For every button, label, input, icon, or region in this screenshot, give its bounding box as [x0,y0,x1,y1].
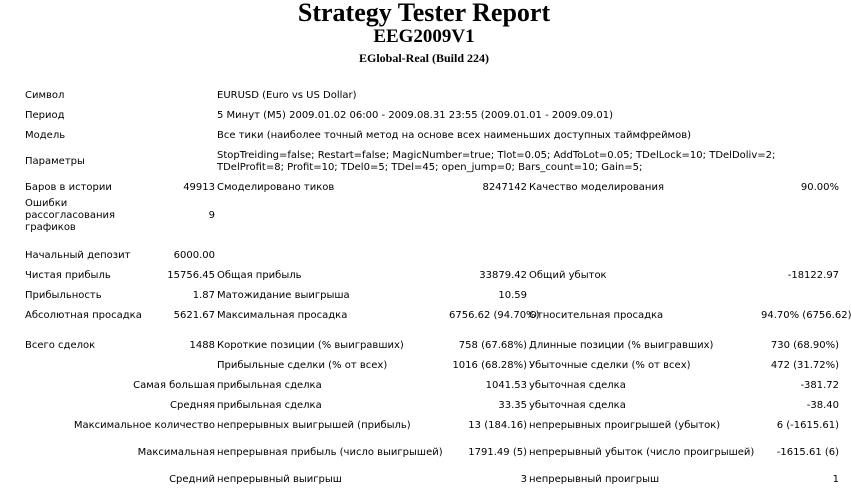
profit-factor-value: 1.87 [192,290,215,301]
row-bars [24,178,840,198]
avg-consec-wins-value: 3 [520,474,527,485]
row-net-profit [24,266,840,286]
row-average [24,396,840,416]
errors-label: Ошибки рассогласования графиков [25,198,116,233]
total-trades-label: Всего сделок [25,340,96,351]
bars-value: 49913 [183,182,215,193]
max-drawdown-label: Максимальная просадка [217,310,348,321]
row-symbol [24,86,840,106]
ticks-value: 8247142 [482,182,527,193]
payoff-value: 10.59 [498,290,527,301]
row-deposit [24,246,840,266]
row-max-count [24,416,840,436]
symbol-label: Символ [25,90,65,101]
rel-drawdown-label: Относительная просадка [529,310,664,321]
quality-value: 90.00% [800,182,840,193]
average-label: Средняя [170,400,215,411]
deposit-label: Начальный депозит [25,250,131,261]
server-build: EGlobal-Real (Build 224) [358,51,489,65]
payoff-label: Матожидание выигрыша [217,290,350,301]
max-consec-wins-value: 13 (184.16) [468,420,527,431]
model-label: Модель [25,130,66,141]
long-positions-label: Длинные позиции (% выигравших) [529,340,714,351]
ticks-label: Смоделировано тиков [217,182,335,193]
errors-value: 9 [208,210,215,221]
gross-loss-label: Общий убыток [529,270,607,281]
deposit-value: 6000.00 [173,250,215,261]
row-parameters [24,146,840,178]
bars-label: Баров в истории [25,182,112,193]
row-period [24,106,840,126]
quality-label: Качество моделирования [529,182,664,193]
short-positions-value: 758 (67.68%) [458,340,527,351]
parameters-value: StopTreiding=false; Restart=false; MagicNumber=true; Tlot=0.05; AddToLot=0.05; TDelLock=10; TDelDoliv=2; TDelProfit=8; Profit=10; TDel0=5; TDel=45; open_jump=0; Bars_count=10; Gain=5; [217,150,776,173]
largest-loss-value: -381.72 [800,380,840,391]
abs-drawdown-value: 5621.67 [173,310,215,321]
expert-name: EEG2009V1 [373,26,475,47]
largest-label: Самая большая [133,380,215,391]
profit-trades-value: 1016 (68.28%) [452,360,527,371]
report-table [24,86,851,490]
max-count-label: Максимальное количество [73,420,215,431]
average-loss-value: -38.40 [806,400,840,411]
gross-profit-value: 33879.42 [479,270,527,281]
maximal-loss-value: -1615.61 (6) [776,447,840,458]
row-maximal [24,436,840,470]
net-profit-label: Чистая прибыль [25,270,111,281]
total-trades-value: 1488 [189,340,215,351]
max-drawdown-value: 6756.62 (94.70%) [449,310,540,321]
avg-consec-wins-label: непрерывный выигрыш [217,474,342,485]
profit-factor-label: Прибыльность [25,290,102,301]
maximal-label: Максимальная [137,447,215,458]
max-consec-losses-label: непрерывных проигрышей (убыток) [529,420,721,431]
row-errors [24,198,840,234]
loss-trades-label: Убыточные сделки (% от всех) [529,360,691,371]
avg-consec-losses-value: 1 [832,474,840,485]
maximal-profit-label: непрерывная прибыль (число выигрышей) [217,447,443,458]
avg-consec-label: Средний [169,474,215,485]
maximal-profit-value: 1791.49 (5) [468,447,527,458]
parameters-label: Параметры [25,156,85,167]
gross-loss-value: -18122.97 [787,270,840,281]
largest-profit-label: прибыльная сделка [217,380,322,391]
model-value: Все тики (наиболее точный метод на основе всех наименьших доступных таймфреймов) [217,130,692,141]
avg-consec-losses-label: непрерывный проигрыш [529,474,660,485]
average-profit-label: прибыльная сделка [217,400,322,411]
largest-profit-value: 1041.53 [485,380,527,391]
net-profit-value: 15756.45 [167,270,215,281]
average-loss-label: убыточная сделка [529,400,626,411]
period-label: Период [25,110,65,121]
period-value: 5 Минут (M5) 2009.01.02 06:00 - 2009.08.31 23:55 (2009.01.01 - 2009.09.01) [217,110,614,121]
row-profit-factor [24,286,840,306]
loss-trades-value: 472 (31.72%) [770,360,840,371]
row-avg-consec [24,470,840,490]
long-positions-value: 730 (68.90%) [770,340,840,351]
max-consec-losses-value: 6 (-1615.61) [776,420,840,431]
row-drawdown [24,306,840,326]
gross-profit-label: Общая прибыль [217,270,302,281]
largest-loss-label: убыточная сделка [529,380,626,391]
average-profit-value: 33.35 [498,400,527,411]
abs-drawdown-label: Абсолютная просадка [25,310,142,321]
row-model [24,126,840,146]
max-consec-wins-label: непрерывных выигрышей (прибыль) [217,420,411,431]
maximal-loss-label: непрерывный убыток (число проигрышей) [529,447,755,458]
symbol-value: EURUSD (Euro vs US Dollar) [217,90,357,101]
row-win-loss-trades [24,356,840,376]
row-largest [24,376,840,396]
profit-trades-label: Прибыльные сделки (% от всех) [217,360,388,371]
short-positions-label: Короткие позиции (% выигравших) [217,340,404,351]
report-title: Strategy Tester Report [297,0,551,27]
row-total-trades [24,336,840,356]
rel-drawdown-value: 94.70% (6756.62) [761,310,851,321]
